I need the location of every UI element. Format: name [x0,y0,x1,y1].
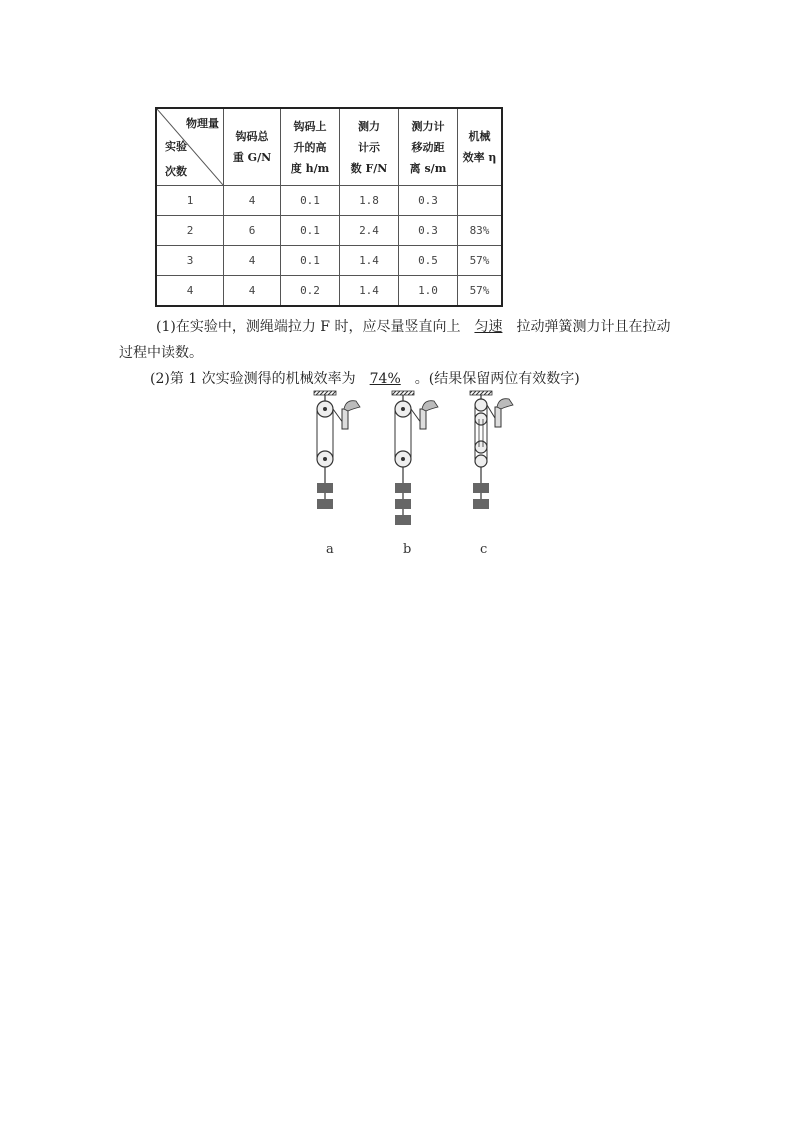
table-cell: 57% [458,276,503,307]
figure-label-a: a [326,542,334,557]
table-cell: 4 [156,276,224,307]
data-table-container [155,107,503,304]
table-cell: 4 [224,186,281,216]
header-force-line1: 测力 [358,119,380,133]
table-header-row [156,108,502,186]
header-force [340,108,399,186]
corner-bot-label: 次数 [165,165,187,178]
table-cell: 0.3 [399,186,458,216]
q1-answer: 匀速 [474,319,503,335]
header-efficiency-line2: 效率 η [462,151,497,164]
pulley-diagrams [300,387,520,542]
header-distance-line2: 移动距 [411,140,445,154]
figure-label-b: b [403,542,412,557]
data-table [155,107,503,307]
table-cell: 4 [224,276,281,307]
q2-text-before: (2)第 1 次实验测得的机械效率为 [150,371,356,387]
corner-header-cell [156,108,224,186]
question-2 [150,368,580,388]
corner-top-label: 物理量 [186,117,219,130]
table-cell: 0.3 [399,216,458,246]
table-row [156,276,502,307]
pulley-figure-c [470,391,513,509]
table-cell: 6 [224,216,281,246]
table-cell: 3 [156,246,224,276]
table-row [156,186,502,216]
corner-mid-label: 实验 [165,140,187,153]
table-cell: 1.0 [399,276,458,307]
header-efficiency [458,108,503,186]
question-1 [156,316,670,336]
header-height-line2: 升的高 [293,140,327,154]
q1-text-before: (1)在实验中，测绳端拉力 F 时，应尽量竖直向上 [156,319,461,335]
header-height-line3: 度 h/m [290,161,330,175]
table-cell: 1 [156,186,224,216]
header-height-line1: 钩码上 [293,119,327,133]
q1-text-after: 拉动弹簧测力计且在拉动 [516,319,671,335]
header-weight-line2: 重 G/N [232,151,272,164]
table-cell: 1.4 [340,246,399,276]
header-force-line3: 数 F/N [350,161,388,175]
header-weight [224,108,281,186]
table-cell: 57% [458,246,503,276]
table-cell: 0.1 [281,186,340,216]
header-force-line2: 计示 [358,140,380,154]
pulley-figure-a [314,391,360,509]
table-cell: 0.1 [281,246,340,276]
table-cell: 2 [156,216,224,246]
pulley-figure-b [392,391,438,525]
table-cell: 83% [458,216,503,246]
table-cell [458,186,503,216]
table-cell: 4 [224,246,281,276]
figure-label-c: c [480,542,488,557]
table-cell: 1.8 [340,186,399,216]
header-height [281,108,340,186]
q2-answer: 74% [369,371,401,387]
table-cell: 0.2 [281,276,340,307]
table-row [156,216,502,246]
pulley-figures [300,387,520,562]
table-cell: 1.4 [340,276,399,307]
table-cell: 2.4 [340,216,399,246]
table-cell: 0.5 [399,246,458,276]
header-weight-line1: 钩码总 [235,130,269,143]
header-distance-line3: 离 s/m [409,161,447,175]
table-cell: 0.1 [281,216,340,246]
q2-text-after: 。(结果保留两位有效数字) [414,371,580,387]
header-efficiency-line1: 机械 [468,130,491,143]
header-distance [399,108,458,186]
table-row [156,246,502,276]
question-1-line2: 过程中读数。 [119,345,203,361]
header-distance-line1: 测力计 [411,119,445,133]
